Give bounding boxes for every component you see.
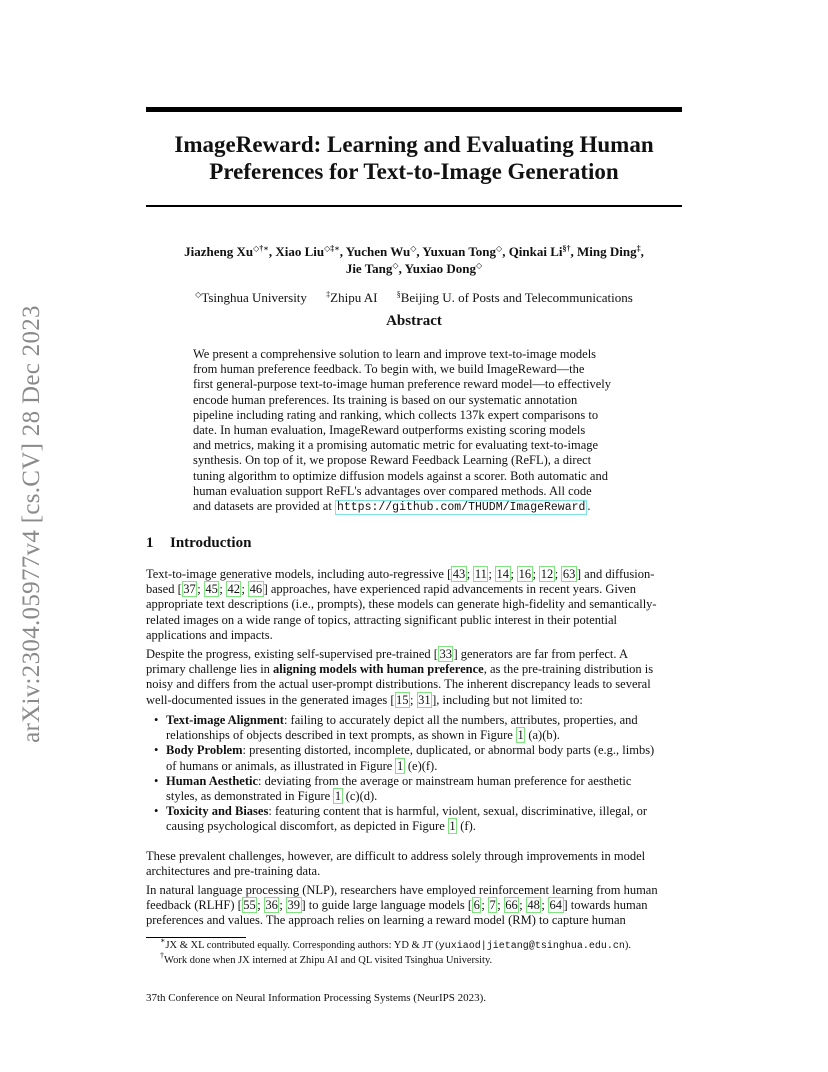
abstract-heading: Abstract [386, 313, 442, 329]
abstract-line [193, 499, 637, 515]
author-marks: ◇ [410, 244, 417, 253]
citation-link[interactable]: 39 [287, 898, 301, 913]
citation-link[interactable]: 42 [227, 582, 240, 597]
contact-email[interactable]: yuxiaod|jietang@tsinghua.edu.cn [438, 941, 625, 952]
footnotes [146, 936, 682, 968]
body-line [166, 759, 682, 774]
affiliation [195, 289, 307, 306]
author-marks: ◇‡∗ [324, 244, 340, 253]
list-item [146, 804, 682, 834]
author-marks: ◇ [476, 261, 483, 270]
body-line: related images on a wide range of topics, attracting significant public interest in their potential [146, 612, 618, 627]
footnote-mark: ∗ [160, 936, 166, 945]
body-text: well-documented issues in the generated images [ [146, 692, 395, 707]
affiliation-name: Zhipu AI [330, 290, 378, 305]
author-marks: §† [562, 244, 571, 253]
body-text: styles, as demonstrated in Figure [166, 789, 334, 804]
paragraph-2 [146, 647, 682, 708]
body-line: noisy and differs from the actual user-prompt distributions. The inherent discrepancy leads to several [146, 677, 651, 692]
bullet-marker: • [154, 804, 159, 819]
section-title: Introduction [170, 535, 252, 551]
abstract-line: first general-purpose text-to-image human preference reward model—to effectively [193, 377, 611, 392]
body-line: Text-to-image generative models, including auto-regressive [ 43 ; 11 ; 14 ; 16 ; 12 ; 63 ] and diffusion- [146, 567, 655, 581]
figure-link[interactable]: 1 [517, 728, 524, 743]
list-item-title: Human Aesthetic [166, 773, 259, 788]
body-line: feedback (RLHF) [ 55 ; 36 ; 39 ] to guide large language models [ 6 ; 7 ; 66 ; 48 ; 64 ] towards human [146, 898, 648, 913]
body-text: feedback (RLHF) [ [146, 898, 242, 913]
paper-title [146, 131, 682, 185]
author-marks: ◇†∗ [253, 244, 269, 253]
body-line [166, 804, 682, 819]
body-text: ] approaches, have experienced rapid advancements in recent years. Given [263, 582, 636, 597]
abstract-line: from human preference feedback. To begin with, we build ImageReward—the [193, 362, 585, 377]
section-heading [146, 534, 682, 552]
paragraph-4 [146, 883, 682, 929]
abstract-text: . [587, 499, 591, 514]
abstract-line: We present a comprehensive solution to learn and improve text-to-image models [193, 347, 597, 361]
title-line-2: Preferences for Text-to-Image Generation [209, 159, 619, 184]
citation-link[interactable]: 48 [527, 898, 540, 913]
body-line [166, 789, 682, 804]
affiliation-name: Beijing U. of Posts and Telecommunications [400, 290, 633, 305]
citation-link[interactable]: 64 [549, 898, 563, 913]
footnote-text: JX & XL contributed equally. Corresponding authors: YD & JT ( [165, 940, 439, 951]
citation-link[interactable]: 7 [489, 898, 496, 913]
github-link[interactable]: https://github.com/THUDM/ImageReward [336, 501, 586, 515]
body-line: based [ 37 ; 45 ; 42 ; 46 ] approaches, have experienced rapid advancements in recent years. Given [146, 582, 636, 597]
arxiv-identifier[interactable]: arXiv:2304.05977v4 [cs.CV] 28 Dec 2023 [18, 305, 45, 743]
body-line: appropriate text descriptions (i.e., prompts), these models can generate high-fidelity and semantically- [146, 597, 657, 612]
citation-link[interactable]: 66 [505, 898, 518, 913]
body-text: (f). [457, 819, 476, 834]
body-text: : deviating from the average or mainstream human preference for aesthetic [258, 773, 632, 788]
body-text: primary challenge lies in [146, 662, 274, 677]
affiliation-mark: ◇ [195, 290, 202, 299]
affiliation [326, 289, 377, 306]
bullet-marker: • [154, 773, 159, 788]
abstract-line: and metrics, making it a promising automatic metric for evaluating text-to-image [193, 438, 599, 453]
footnote-mark: † [160, 951, 164, 960]
author-marks: ‡ [636, 244, 641, 253]
emphasis-text: aligning models with human preference [273, 662, 484, 677]
affiliation-mark: ‡ [326, 290, 331, 299]
citation-link[interactable]: 45 [205, 582, 218, 597]
abstract-line: synthesis. On top of it, we propose Reward Feedback Learning (ReFL), a direct [193, 453, 592, 468]
author-name: Yuchen Wu [345, 244, 411, 259]
body-line [166, 713, 682, 728]
body-line: These prevalent challenges, however, are difficult to address solely through improvements in model [146, 849, 646, 863]
citation-link[interactable]: 63 [562, 567, 576, 581]
citation-link[interactable]: 15 [396, 692, 409, 707]
abstract-line: human evaluation support ReFL's advantages over compared methods. All code [193, 483, 592, 498]
citation-link[interactable]: 31 [418, 692, 431, 707]
abstract-line: encode human preferences. Its training is based on our systematic annotation [193, 392, 578, 407]
abstract-text: and datasets are provided at [193, 499, 335, 514]
abstract-body [193, 347, 637, 515]
body-line: architectures and pre-training data. [146, 864, 321, 879]
author-line-2: Jie Tang◇, Yuxiao Dong◇ [345, 261, 483, 276]
citation-link[interactable]: 43 [452, 567, 466, 581]
author-name: Yuxuan Tong [422, 244, 497, 259]
list-item [146, 774, 682, 804]
citation-link[interactable]: 14 [496, 567, 510, 581]
body-line: In natural language processing (NLP), researchers have employed reinforcement learning from human [146, 883, 658, 897]
author-name: Ming Ding [577, 244, 637, 259]
venue-note: 37th Conference on Neural Information Processing Systems (NeurIPS 2023). [146, 992, 487, 1004]
author-marks: ◇ [496, 244, 503, 253]
body-text: relationships of objects described in text prompts, as shown in Figure [166, 728, 516, 743]
abstract-line: pipeline including rating and ranking, which collects 137k expert comparisons to [193, 407, 599, 422]
body-text: ] towards human [563, 898, 648, 913]
body-text: : presenting distorted, incomplete, duplicated, or abnormal body parts (e.g., limbs) [242, 743, 655, 758]
body-text: ] and diffusion- [576, 567, 655, 581]
figure-link[interactable]: 1 [334, 789, 342, 804]
citation-link[interactable]: 16 [518, 567, 532, 581]
paragraph-3 [146, 849, 682, 879]
body-line: applications and impacts. [146, 627, 273, 642]
citation-link[interactable]: 37 [183, 582, 196, 597]
affiliation-name: Tsinghua University [201, 290, 307, 305]
body-text: ], including but not limited to: [432, 692, 583, 707]
citation-link[interactable]: 33 [439, 647, 452, 661]
body-text: of humans or animals, as illustrated in Figure [166, 758, 396, 773]
author-name: Jiazheng Xu [184, 244, 254, 259]
title-top-rule [146, 107, 682, 112]
list-item-title: Body Problem [166, 743, 243, 758]
abstract-line: date. In human evaluation, ImageReward outperforms existing scoring models [193, 423, 586, 438]
body-text: Despite the progress, existing self-supervised pre-trained [ [146, 647, 438, 661]
citation-link[interactable]: 55 [243, 898, 256, 913]
list-item-title: Text-image Alignment [166, 713, 284, 727]
body-line [166, 819, 682, 834]
footnote-text: ). [624, 940, 631, 951]
affiliation-mark: § [396, 290, 401, 299]
body-line [146, 647, 682, 662]
bullet-marker: • [154, 713, 159, 727]
body-text: Text-to-image generative models, including auto-regressive [ [146, 567, 452, 581]
citation-link[interactable]: 12 [540, 567, 554, 581]
author-name: Yuxiao Dong [404, 261, 477, 276]
author-line-1: Jiazheng Xu◇†∗, Xiao Liu◇‡∗, Yuchen Wu◇, Yuxuan Tong◇, Qinkai Li§†, Ming Ding‡, [184, 244, 644, 259]
author-marks: ◇ [392, 261, 399, 270]
figure-link[interactable]: 1 [449, 819, 456, 834]
arxiv-stamp [0, 284, 60, 764]
body-text: ] generators are far from perfect. A [453, 647, 628, 661]
body-line [146, 662, 682, 677]
body-line [166, 728, 682, 743]
section-number: 1 [146, 535, 154, 551]
citation-link[interactable]: 11 [474, 567, 487, 581]
body-line [166, 774, 682, 789]
footnote [146, 936, 682, 954]
body-text: causing psychological discomfort, as depicted in Figure [166, 819, 448, 834]
affiliation [397, 289, 633, 306]
body-text: : failing to accurately depict all the numbers, attributes, properties, and [283, 713, 638, 727]
issue-list [146, 713, 682, 835]
author-name: Qinkai Li [508, 244, 563, 259]
body-text: : featuring content that is harmful, violent, sexual, discriminative, illegal, or [268, 804, 648, 819]
list-item-title: Toxicity and Biases [166, 804, 269, 819]
author-list [146, 243, 682, 277]
citation-link[interactable]: 36 [265, 898, 278, 913]
footnote-text: Work done when JX interned at Zhipu AI and QL visited Tsinghua University. [164, 955, 493, 966]
abstract-line: tuning algorithm to optimize diffusion models against a scorer. Both automatic and [193, 468, 608, 483]
author-name: Xiao Liu [275, 244, 325, 259]
bullet-marker: • [154, 743, 159, 758]
affiliations [146, 289, 682, 306]
citation-link[interactable]: 6 [473, 898, 480, 913]
title-line-1: ImageReward: Learning and Evaluating Human [174, 132, 654, 157]
author-name: Jie Tang [345, 261, 393, 276]
body-text: ] to guide large language models [ [301, 898, 473, 913]
body-text: (a)(b). [525, 728, 560, 743]
body-line [166, 743, 682, 758]
body-text: , as the pre-training distribution is [483, 662, 654, 677]
body-line: well-documented issues in the generated images [ 15 ; 31 ], including but not limited to: [146, 692, 583, 707]
title-bottom-rule [146, 205, 682, 207]
list-item [146, 743, 682, 773]
body-line: preferences and values. The approach relies on learning a reward model (RM) to capture human [146, 913, 626, 928]
body-text: based [ [146, 582, 182, 597]
list-item [146, 713, 682, 743]
footnote [146, 951, 682, 968]
body-text: (e)(f). [404, 758, 438, 773]
figure-link[interactable]: 1 [396, 758, 404, 773]
paragraph-1 [146, 567, 682, 643]
body-text: (c)(d). [342, 789, 378, 804]
citation-link[interactable]: 46 [249, 582, 263, 597]
